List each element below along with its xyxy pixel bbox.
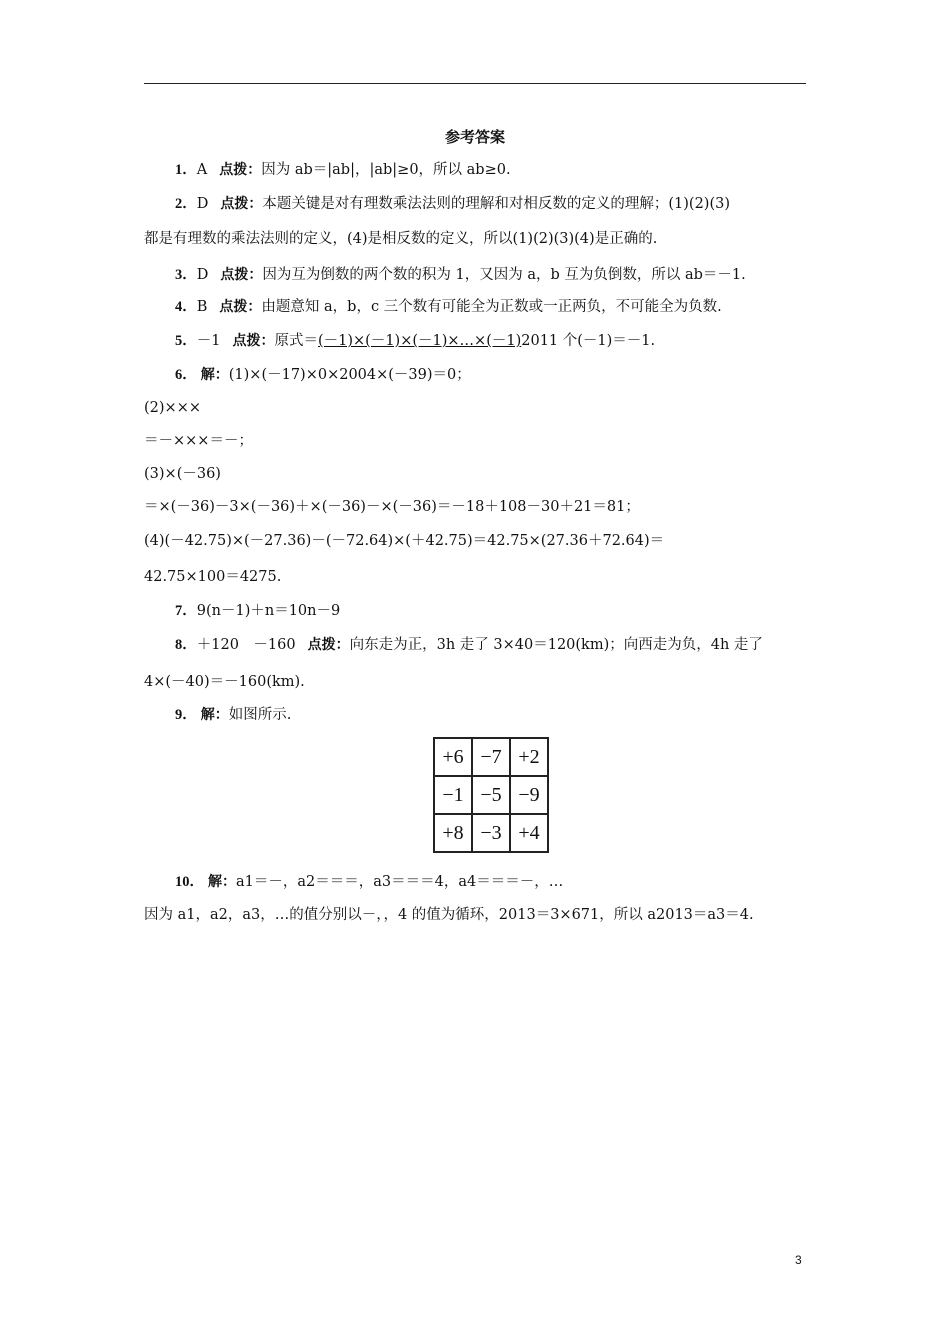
grid-cell: −1: [434, 776, 472, 814]
answer-6-line-7: 42.75×100＝4275.: [144, 569, 282, 585]
grid-row: [434, 814, 548, 852]
answer-8: 8．＋120 －160 点拨：向东走为正，3h 走了 3×40＝120(km)；向西走为负，4h 走了: [175, 637, 763, 653]
grid-cell: +4: [510, 814, 548, 852]
answer-7: 7．9(n－1)＋n＝10n－9: [175, 603, 341, 619]
answer-6-line-6: (4)(－42.75)×(－27.36)－(－72.64)×(＋42.75)＝42.75×(27.36＋72.64)＝: [144, 533, 665, 549]
answer-2: 2．D 点拨：本题关键是对有理数乘法法则的理解和对相反数的定义的理解；(1)(2)(3): [175, 196, 731, 212]
grid-cell: +2: [510, 738, 548, 776]
answer-10-continued: 因为 a1，a2，a3，…的值分别以－，，4 的值为循环，2013＝3×671，所以 a2013＝a3＝4.: [144, 907, 754, 923]
grid-row: [434, 738, 548, 776]
answer-9: 9． 解：如图所示.: [175, 707, 292, 723]
answer-3: 3．D 点拨：因为互为倒数的两个数的积为 1，又因为 a，b 互为负倒数，所以 ab＝－1.: [175, 267, 746, 283]
answer-6: 6． 解：(1)×(－17)×0×2004×(－39)＝0；: [175, 367, 471, 383]
answer-8-continued: 4×(－40)＝－160(km).: [144, 674, 305, 690]
grid-cell: −7: [472, 738, 510, 776]
header-rule: [144, 83, 806, 84]
answer-10: 10． 解：a1＝－，a2＝＝＝，a3＝＝＝4，a4＝＝＝－，…: [175, 874, 564, 890]
grid-cell: −9: [510, 776, 548, 814]
answer-2-continued: 都是有理数的乘法法则的定义，(4)是相反数的定义，所以(1)(2)(3)(4)是正确的.: [144, 231, 658, 247]
grid-cell: +8: [434, 814, 472, 852]
answer-6-line-2: (2)×××: [144, 400, 201, 416]
page-title: 参考答案: [444, 128, 505, 146]
page-number: 3: [795, 1253, 802, 1267]
answer-1: 1．A 点拨：因为 ab＝|ab|，|ab|≥0，所以 ab≥0.: [175, 162, 511, 178]
answer-4: 4．B 点拨：由题意知 a，b，c 三个数有可能全为正数或一正两负，不可能全为负数.: [175, 299, 722, 315]
answer-6-line-3: ＝－×××＝－；: [144, 433, 253, 449]
magic-square-grid: [433, 737, 549, 853]
answer-6-line-4: (3)×(－36): [144, 466, 221, 482]
grid-cell: +6: [434, 738, 472, 776]
answer-6-line-5: ＝×(－36)－3×(－36)＋×(－36)－×(－36)＝－18＋108－30＋21＝81；: [144, 499, 640, 515]
grid-cell: −5: [472, 776, 510, 814]
grid-row: [434, 776, 548, 814]
grid-cell: −3: [472, 814, 510, 852]
answer-5: 5．－1 点拨：原式＝(－1)×(－1)×(－1)×…×(－1)2011 个(－1)＝－1.: [175, 333, 656, 349]
